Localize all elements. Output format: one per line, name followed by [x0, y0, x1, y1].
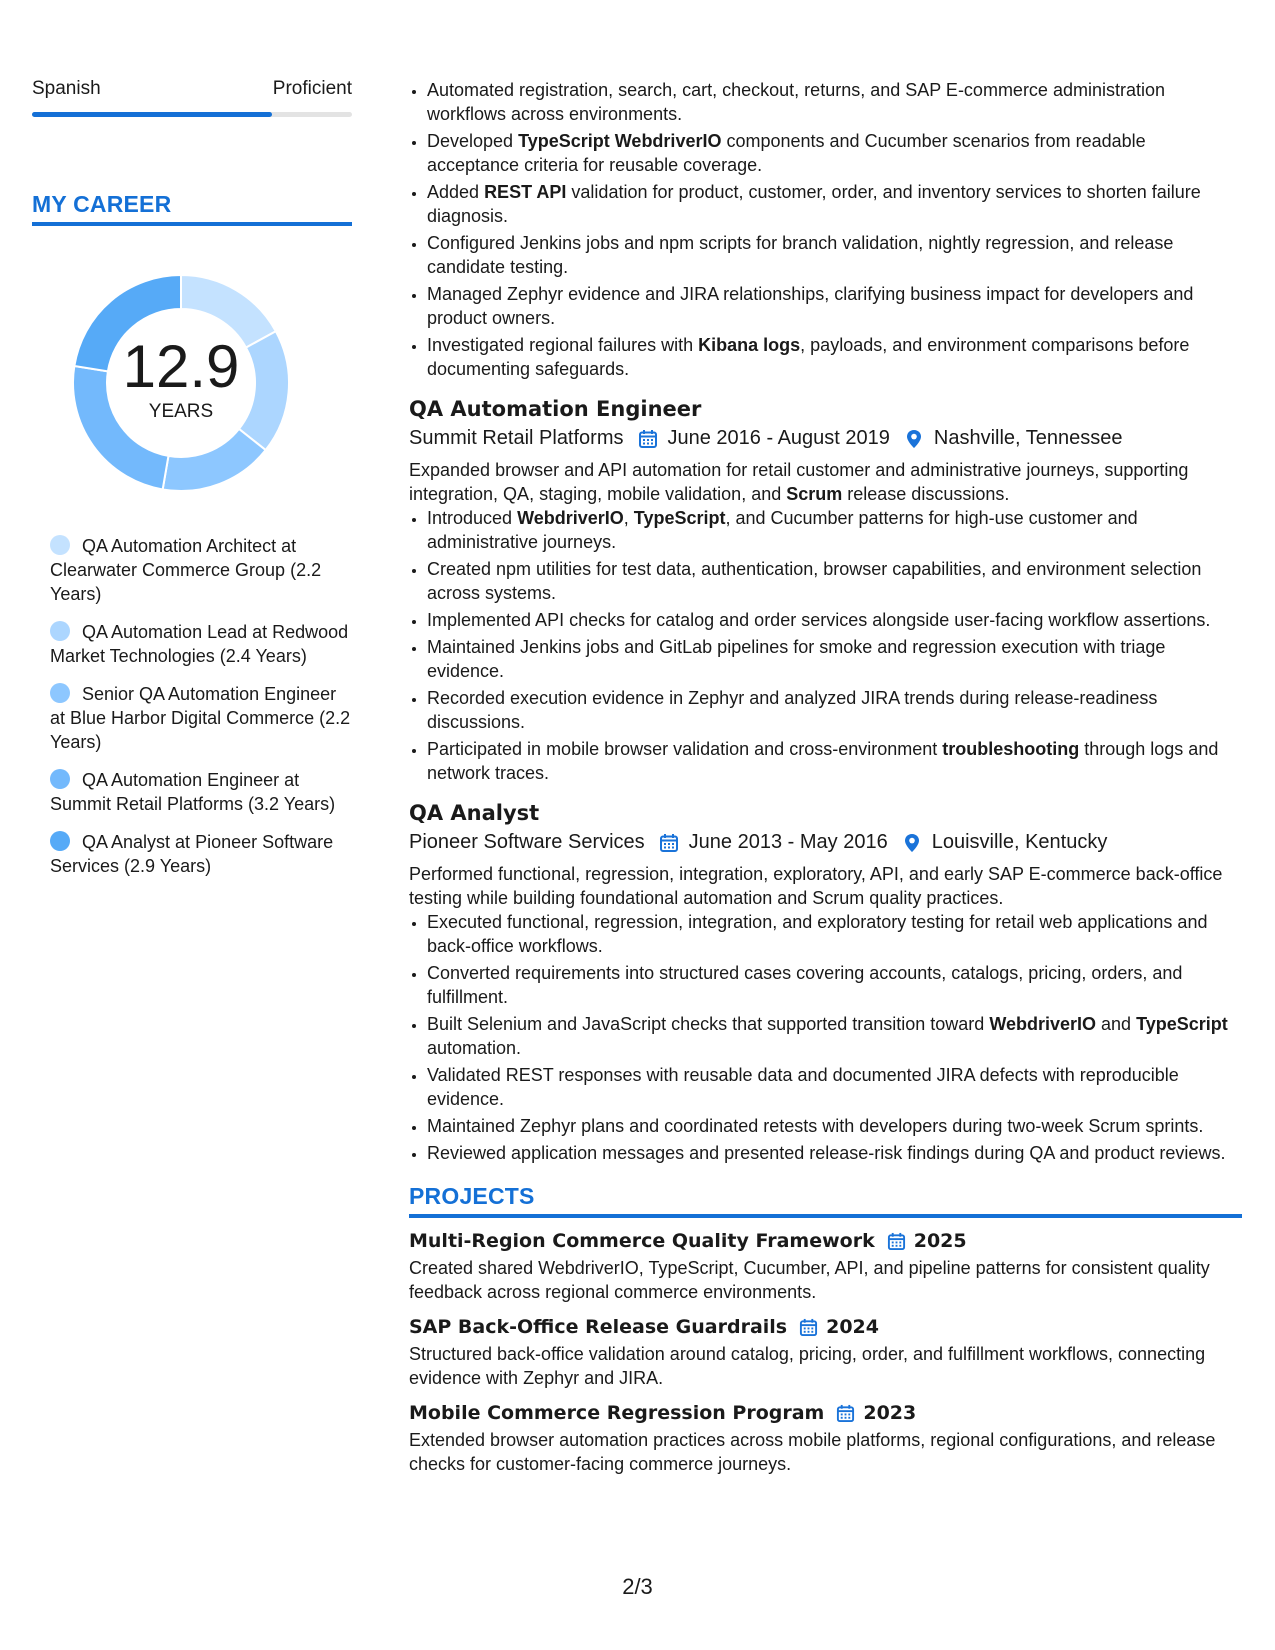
career-legend-item	[50, 682, 352, 754]
legend-color-dot	[50, 831, 70, 851]
bullet-item: • Executed functional, regression, integration, and exploratory testing for retail web applications and back-office workflows.	[427, 910, 1242, 958]
language-row	[32, 78, 352, 104]
job-location: Nashville, Tennessee	[933, 427, 1123, 449]
career-donut-chart	[66, 268, 296, 498]
language-name: Spanish	[32, 78, 101, 99]
project-year: 2024	[826, 1316, 879, 1338]
job-meta	[409, 427, 1242, 450]
job-company: Summit Retail Platforms	[409, 427, 624, 449]
career-legend-item	[50, 534, 352, 606]
calendar-icon	[799, 1318, 818, 1337]
calendar-icon	[659, 833, 679, 853]
job-dates: June 2016 - August 2019	[667, 427, 890, 449]
bullet-item: • Introduced WebdriverIO, TypeScript, and Cucumber patterns for high-use customer and administrative journeys.	[427, 506, 1242, 554]
legend-label: QA Analyst at Pioneer Software Services (2.9 Years)	[50, 832, 334, 876]
job-title: QA Automation Engineer	[409, 397, 702, 421]
bullet-item: • Created npm utilities for test data, authentication, browser capabilities, and environment selection across systems.	[427, 557, 1242, 605]
bullet-item: • Managed Zephyr evidence and JIRA relationships, clarifying business impact for developers and product owners.	[427, 282, 1242, 330]
calendar-icon	[836, 1404, 855, 1423]
bullet-item: • Converted requirements into structured cases covering accounts, catalogs, pricing, orders, and fulfillment.	[427, 961, 1242, 1009]
project-name: SAP Back-Office Release Guardrails	[409, 1316, 788, 1338]
job-meta	[409, 831, 1242, 854]
legend-label: QA Automation Engineer at Summit Retail Platforms (3.2 Years)	[50, 770, 336, 814]
continued-job-bullets	[409, 78, 1242, 381]
projects-section-title: PROJECTS	[409, 1183, 1242, 1218]
job-list	[409, 397, 1242, 1165]
job-bullets	[409, 506, 1242, 785]
legend-color-dot	[50, 769, 70, 789]
map-pin-icon	[904, 429, 924, 449]
project-description: Structured back-office validation around catalog, pricing, order, and fulfillment workflows, connecting evidence with Zephyr and JIRA.	[409, 1344, 1206, 1388]
bullet-item: • Developed TypeScript WebdriverIO components and Cucumber scenarios from readable acceptance criteria for reusable coverage.	[427, 129, 1242, 177]
bullet-item: • Maintained Zephyr plans and coordinated retests with developers during two-week Scrum sprints.	[427, 1114, 1242, 1138]
page-number: 2/3	[622, 1574, 653, 1599]
job-title: QA Analyst	[409, 801, 540, 825]
career-section-title: MY CAREER	[32, 191, 352, 226]
project-description: Extended browser automation practices across mobile platforms, regional configurations, and release checks for customer-facing commerce journeys.	[409, 1430, 1216, 1474]
legend-label: QA Automation Architect at Clearwater Commerce Group (2.2 Years)	[50, 536, 322, 604]
career-legend-item	[50, 768, 352, 816]
language-proficiency-fill	[32, 112, 272, 117]
donut-center	[66, 268, 296, 498]
bullet-item: • Added REST API validation for product, customer, order, and inventory services to shorten failure diagnosis.	[427, 180, 1242, 228]
project-entry	[409, 1402, 1242, 1476]
job-summary: Expanded browser and API automation for retail customer and administrative journeys, supporting integration, QA, staging, mobile validation, and Scrum release discussions.	[409, 460, 1189, 504]
project-name: Mobile Commerce Regression Program	[409, 1402, 825, 1424]
calendar-icon	[638, 429, 658, 449]
legend-label: QA Automation Lead at Redwood Market Technologies (2.4 Years)	[50, 622, 349, 666]
language-level: Proficient	[272, 78, 352, 99]
career-legend	[32, 534, 352, 878]
language-proficiency-bar	[32, 112, 352, 117]
bullet-item: • Built Selenium and JavaScript checks that supported transition toward WebdriverIO and TypeScript automation.	[427, 1012, 1242, 1060]
job-entry	[409, 801, 1242, 1165]
legend-label: Senior QA Automation Engineer at Blue Harbor Digital Commerce (2.2 Years)	[50, 684, 351, 752]
job-entry	[409, 397, 1242, 785]
job-dates: June 2013 - May 2016	[688, 831, 888, 853]
bullet-item: • Recorded execution evidence in Zephyr and analyzed JIRA trends during release-readiness discussions.	[427, 686, 1242, 734]
main-content	[409, 78, 1242, 1476]
legend-color-dot	[50, 683, 70, 703]
career-total-value: 12.9	[122, 333, 240, 400]
job-bullets	[409, 910, 1242, 1165]
project-description: Created shared WebdriverIO, TypeScript, Cucumber, API, and pipeline patterns for consistent quality feedback across regional commerce environments.	[409, 1258, 1210, 1302]
bullet-item: • Participated in mobile browser validation and cross-environment troubleshooting through logs and network traces.	[427, 737, 1242, 785]
project-header	[409, 1230, 1242, 1252]
bullet-item: • Validated REST responses with reusable data and documented JIRA defects with reproducible evidence.	[427, 1063, 1242, 1111]
legend-color-dot	[50, 621, 70, 641]
bullet-item: • Automated registration, search, cart, checkout, returns, and SAP E-commerce administration workflows across environments.	[427, 78, 1242, 126]
bullet-item: • Configured Jenkins jobs and npm scripts for branch validation, nightly regression, and release candidate testing.	[427, 231, 1242, 279]
career-legend-item	[50, 830, 352, 878]
bullet-item: • Maintained Jenkins jobs and GitLab pipelines for smoke and regression execution with triage evidence.	[427, 635, 1242, 683]
project-list	[409, 1230, 1242, 1476]
bullet-item: • Implemented API checks for catalog and order services alongside user-facing workflow assertions.	[427, 608, 1242, 632]
project-entry	[409, 1316, 1242, 1390]
calendar-icon	[887, 1232, 906, 1251]
project-header	[409, 1316, 1242, 1338]
project-year: 2025	[913, 1230, 967, 1252]
sidebar	[32, 78, 352, 892]
bullet-item: • Investigated regional failures with Kibana logs, payloads, and environment comparisons before documenting safeguards.	[427, 333, 1242, 381]
legend-color-dot	[50, 535, 70, 555]
project-year: 2023	[863, 1402, 917, 1424]
project-name: Multi-Region Commerce Quality Framework	[409, 1230, 875, 1252]
project-entry	[409, 1230, 1242, 1304]
project-header	[409, 1402, 1242, 1424]
bullet-item: • Reviewed application messages and presented release-risk findings during QA and product reviews.	[427, 1141, 1242, 1165]
job-summary: Performed functional, regression, integration, exploratory, API, and early SAP E-commerce back-office testing while building foundational automation and Scrum quality practices.	[409, 864, 1223, 908]
career-total-unit: YEARS	[148, 401, 214, 422]
map-pin-icon	[902, 833, 922, 853]
career-legend-item	[50, 620, 352, 668]
job-company: Pioneer Software Services	[409, 831, 645, 853]
job-location: Louisville, Kentucky	[931, 831, 1108, 853]
